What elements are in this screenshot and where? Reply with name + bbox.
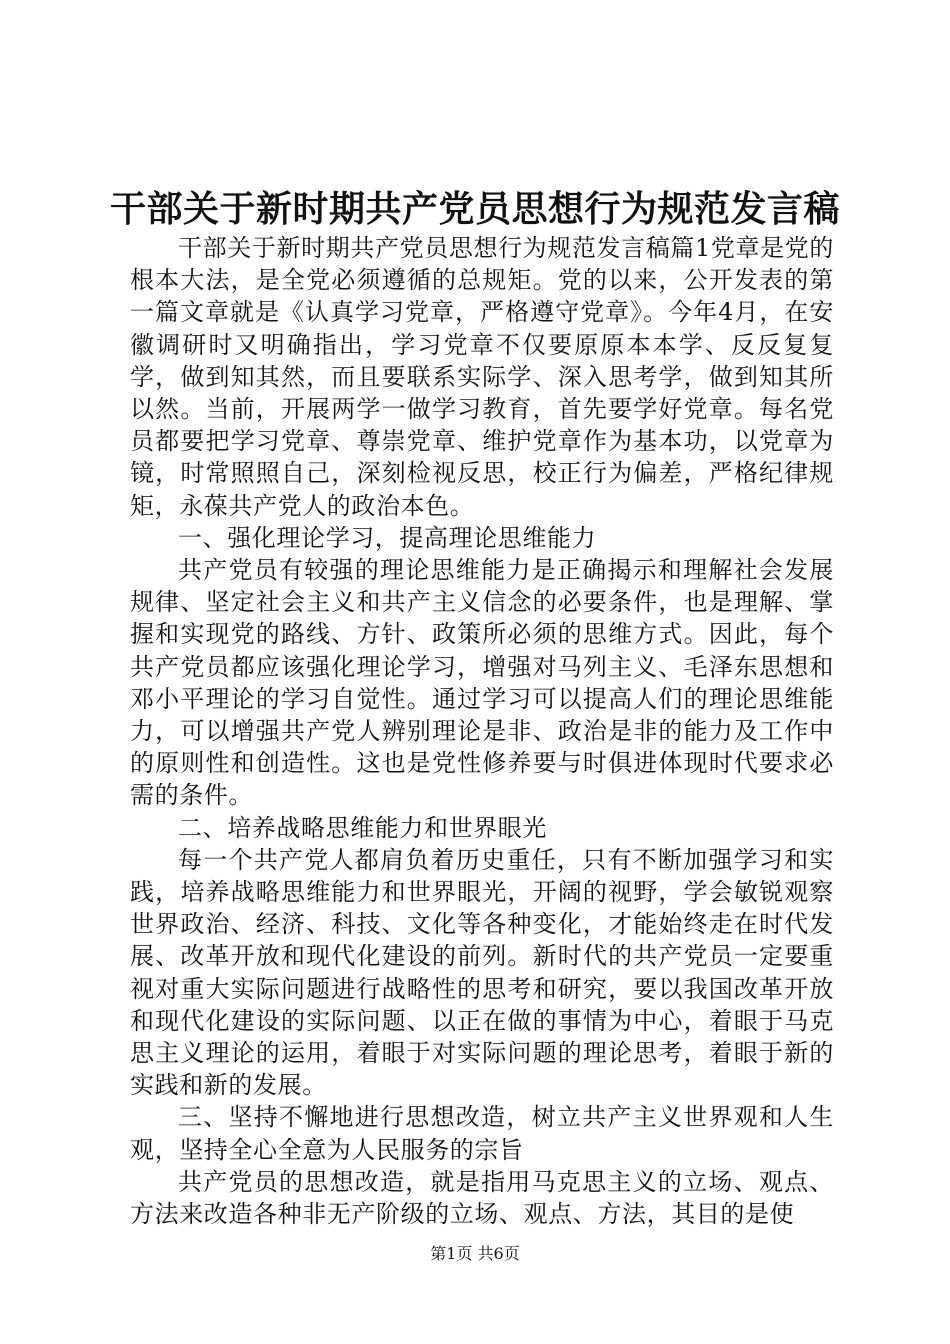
document-title: 干部关于新时期共产党员思想行为规范发言稿 <box>109 188 840 230</box>
section-heading-1: 一、强化理论学习，提高理论思维能力 <box>178 523 597 552</box>
paragraph-section-3: 共产党员的思想改造，就是指用马克思主义的立场、观点、方法来改造各种非无产阶级的立场、观点、方法，其目的是使 <box>130 1167 834 1229</box>
page-footer: 第1页 共6页 <box>430 1244 520 1263</box>
paragraph-section-1: 共产党员有较强的理论思维能力是正确揭示和理解社会发展规律、坚定社会主义和共产主义信念的必要条件，也是理解、掌握和实现党的路线、方针、政策所必须的思维方式。因此，每个共产党员都应该强化理论学习，增强对马列主义、毛泽东思想和邓小平理论的学习自觉性。通过学习可以提高人们的理论思维能力，可以增强共产党人辨别理论是非、政治是非的能力及工作中的原则性和创造性。这也是党性修养要与时俱进体现时代要求必需的条件。 <box>130 556 834 810</box>
document-body <box>130 232 834 1230</box>
section-heading-3: 三、坚持不懈地进行思想改造，树立共产主义世界观和人生观，坚持全心全意为人民服务的宗旨 <box>130 1103 834 1164</box>
paragraph-intro: 干部关于新时期共产党员思想行为规范发言稿篇1党章是党的根本大法，是全党必须遵循的总规矩。党的以来，公开发表的第一篇文章就是《认真学习党章，严格遵守党章》。今年4月，在安徽调研时又明确指出，学习党章不仅要原原本本学、反反复复学，做到知其然，而且要联系实际学、深入思考学，做到知其所以然。当前，开展两学一做学习教育，首先要学好党章。每名党员都要把学习党章、尊崇党章、维护党章作为基本功，以党章为镜，时常照照自己，深刻检视反思，校正行为偏差，严格纪律规矩，永葆共产党人的政治本色。 <box>130 234 834 520</box>
paragraph-section-2: 每一个共产党人都肩负着历史重任，只有不断加强学习和实践，培养战略思维能力和世界眼光，开阔的视野，学会敏锐观察世界政治、经济、科技、文化等各种变化，才能始终走在时代发展、改革开放和现代化建设的前列。新时代的共产党员一定要重视对重大实际问题进行战略性的思考和研究，要以我国改革开放和现代化建设的实际问题、以正在做的事情为中心，着眼于马克思主义理论的运用，着眼于对实际问题的理论思考，着眼于新的实践和新的发展。 <box>130 845 834 1100</box>
section-heading-2: 二、培养战略思维能力和世界眼光 <box>178 813 547 842</box>
